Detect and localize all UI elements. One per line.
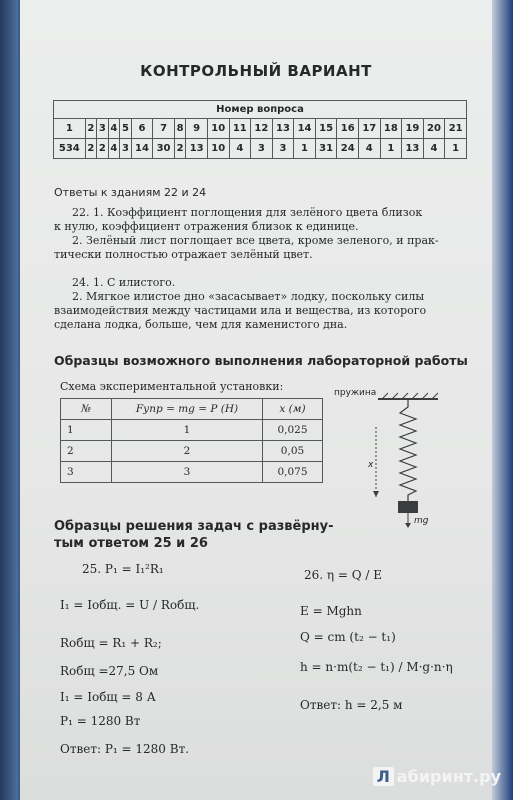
question-number-cell: 7	[153, 119, 175, 139]
lab-cell: 2	[112, 441, 263, 462]
lab-col-header: x (м)	[263, 399, 323, 420]
lab-table	[60, 398, 323, 483]
lab-heading: Образцы возможного выполнения лабораторной работы	[54, 353, 468, 368]
answer-24-line: сделана лодка, больше, чем для каменистого дна.	[54, 318, 348, 331]
question-number-cell: 10	[207, 119, 229, 139]
answer-22-line: тически полностью отражает зелёный цвет.	[54, 248, 313, 261]
answer-table-header: Номер вопроса	[54, 101, 467, 119]
solutions-heading-line: Образцы решения задач с развёрну-	[54, 519, 334, 534]
answer-value-cell: 2	[85, 139, 97, 159]
answer-value-cell: 4	[423, 139, 445, 159]
lab-table-row	[61, 462, 323, 483]
question-number-cell: 18	[380, 119, 402, 139]
spring-label: пружина	[334, 388, 377, 398]
question-number-cell: 6	[131, 119, 153, 139]
question-number-cell: 5	[120, 119, 132, 139]
weight-block	[398, 501, 418, 513]
lab-cell: 0,025	[263, 420, 323, 441]
lab-col-header: №	[61, 399, 112, 420]
question-number-cell: 17	[358, 119, 380, 139]
answer-value-cell: 3	[272, 139, 294, 159]
question-number-cell: 16	[337, 119, 359, 139]
question-number-cell: 12	[251, 119, 273, 139]
spring-diagram	[338, 385, 448, 535]
watermark-mark: Л	[373, 767, 394, 786]
answer-value-cell: 1	[380, 139, 402, 159]
lab-table-row	[61, 420, 323, 441]
solution-25-answer: Ответ: P₁ = 1280 Вт.	[60, 742, 190, 756]
answers-heading: Ответы к зданиям 22 и 24	[54, 186, 207, 199]
answer-22-line: 22. 1. Коэффициент поглощения для зелёного цвета близок	[72, 206, 423, 219]
lab-cell: 0,05	[263, 441, 323, 462]
lab-col-header: Fупр = mg = P (Н)	[112, 399, 263, 420]
lab-cell: 3	[61, 462, 112, 483]
answer-value-cell: 14	[131, 139, 153, 159]
watermark-logo	[373, 767, 501, 786]
answer-value-cell: 2	[174, 139, 186, 159]
question-number-cell: 11	[229, 119, 251, 139]
lab-cell: 1	[61, 420, 112, 441]
answer-value-cell: 4	[358, 139, 380, 159]
solution-25-line: I₁ = Iобщ = 8 А	[60, 690, 156, 704]
solutions-heading-line: тым ответом 25 и 26	[54, 536, 208, 551]
answer-table	[53, 100, 467, 159]
solution-25-line: Rобщ = R₁ + R₂;	[60, 636, 162, 650]
answer-value-cell: 13	[186, 139, 208, 159]
answer-value-cell: 2	[97, 139, 109, 159]
lab-cell: 1	[112, 420, 263, 441]
answer-value-cell: 31	[315, 139, 337, 159]
question-number-cell: 13	[272, 119, 294, 139]
answer-value-cell: 534	[54, 139, 86, 159]
question-number-cell: 19	[402, 119, 424, 139]
solution-26-line: E = Mghn	[300, 604, 362, 618]
book-cover-edge	[491, 0, 513, 800]
answer-value-cell: 24	[337, 139, 359, 159]
watermark-text: абиринт.ру	[396, 767, 501, 786]
question-number-cell: 15	[315, 119, 337, 139]
mg-label: mg	[414, 516, 429, 526]
force-arrowhead	[405, 523, 411, 528]
solution-26-line: h = n·m(t₂ − t₁) / M·g·n·η	[300, 660, 453, 674]
solution-26-line: 26. η = Q / E	[304, 568, 383, 582]
question-number-cell: 20	[423, 119, 445, 139]
answer-value-cell: 13	[402, 139, 424, 159]
spring-coil	[400, 399, 416, 501]
question-number-cell: 9	[186, 119, 208, 139]
solution-25-line: 25. P₁ = I₁²R₁	[82, 562, 164, 576]
lab-cell: 0,075	[263, 462, 323, 483]
solution-25-line: P₁ = 1280 Вт	[60, 714, 141, 728]
question-number-cell: 21	[445, 119, 467, 139]
question-number-cell: 14	[294, 119, 316, 139]
lab-cell: 2	[61, 441, 112, 462]
answer-22	[54, 206, 474, 262]
question-numbers-row	[54, 119, 467, 139]
solution-26-answer: Ответ: h = 2,5 м	[300, 698, 403, 712]
book-page	[20, 0, 492, 800]
lab-schema-caption: Схема экспериментальной установки:	[60, 380, 284, 393]
answer-22-line: 2. Зелёный лист поглощает все цвета, кроме зеленого, и прак-	[72, 234, 439, 247]
solution-25-line: Rобщ =27,5 Ом	[60, 664, 159, 678]
question-number-cell: 2	[85, 119, 97, 139]
answer-values-row	[54, 139, 467, 159]
question-number-cell: 8	[174, 119, 186, 139]
answer-value-cell: 1	[445, 139, 467, 159]
answer-22-line: к нулю, коэффициент отражения близок к единице.	[54, 220, 359, 233]
x-label: x	[368, 460, 374, 470]
solution-25-line: I₁ = Iобщ. = U / Rобщ.	[60, 598, 200, 612]
answer-value-cell: 30	[153, 139, 175, 159]
lab-table-row	[61, 441, 323, 462]
answer-value-cell: 10	[207, 139, 229, 159]
answer-24-line: 2. Мягкое илистое дно «засасывает» лодку, поскольку силы	[72, 290, 425, 303]
answer-24	[54, 276, 474, 332]
answer-24-line: 24. 1. С илистого.	[72, 276, 176, 289]
page-gutter-shadow	[0, 0, 18, 800]
answer-value-cell: 3	[251, 139, 273, 159]
answer-24-line: взаимодействия между частицами ила и вещества, из которого	[54, 304, 427, 317]
solution-26-line: Q = cm (t₂ − t₁)	[300, 630, 396, 644]
extension-arrowhead	[373, 491, 379, 497]
page-title: КОНТРОЛЬНЫЙ ВАРИАНТ	[140, 62, 372, 80]
question-number-cell: 1	[54, 119, 86, 139]
lab-table-header-row	[61, 399, 323, 420]
answer-value-cell: 4	[108, 139, 120, 159]
answer-value-cell: 3	[120, 139, 132, 159]
question-number-cell: 4	[108, 119, 120, 139]
question-number-cell: 3	[97, 119, 109, 139]
solutions-heading	[54, 518, 334, 552]
answer-value-cell: 1	[294, 139, 316, 159]
answer-value-cell: 4	[229, 139, 251, 159]
lab-cell: 3	[112, 462, 263, 483]
